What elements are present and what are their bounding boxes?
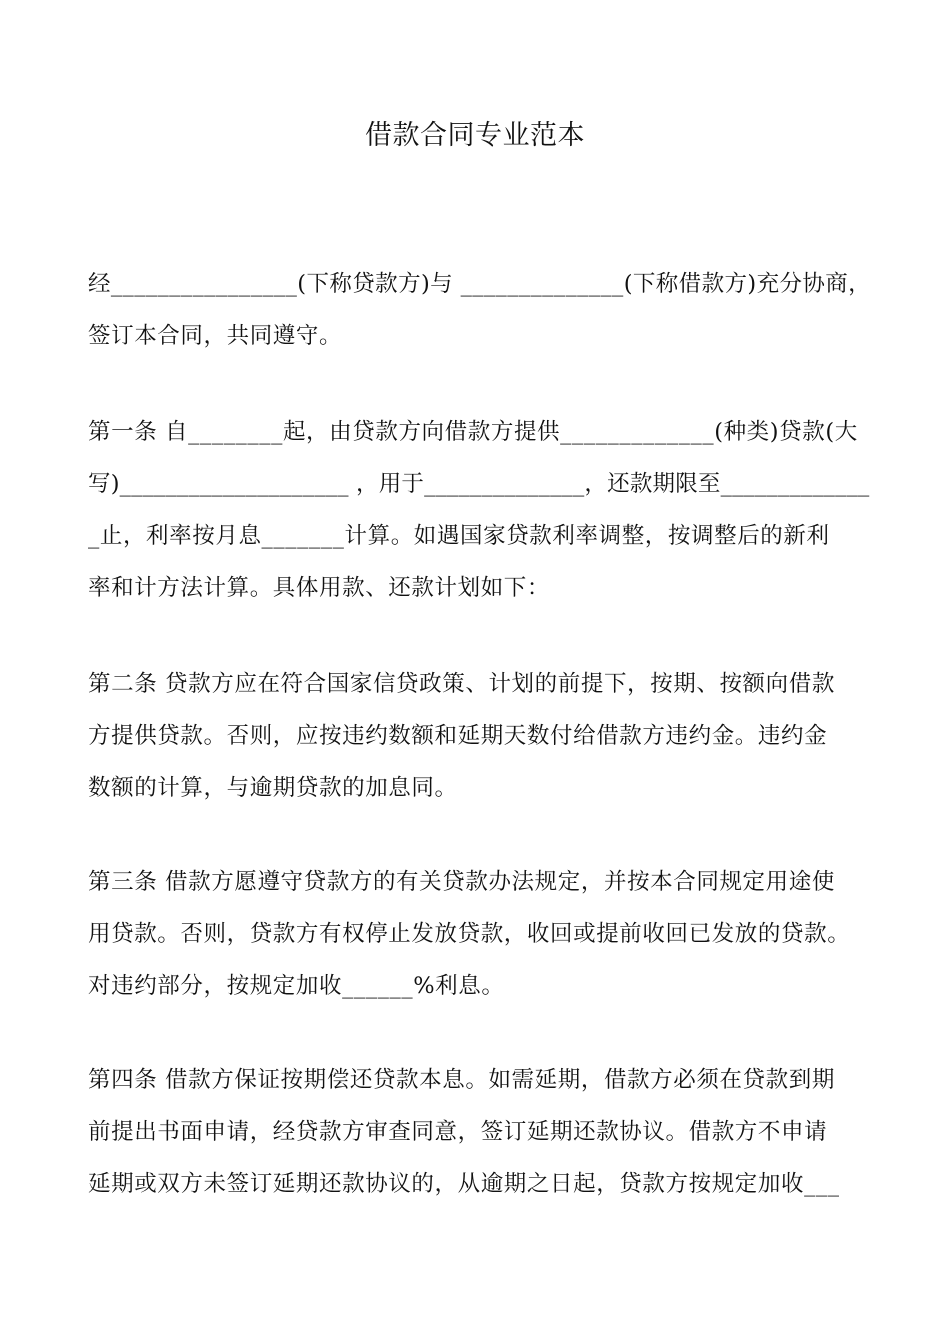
- paragraph-line: 签订本合同，共同遵守。: [88, 323, 343, 349]
- paragraph-line: 经________________(下称贷款方)与 ______________(下称借款方)充分协商，: [88, 271, 872, 297]
- article-1-paragraph: [88, 410, 878, 618]
- paragraph-line: 对违约部分，按规定加收______%利息。: [88, 973, 505, 999]
- paragraph-line: 写)____________________ ，用于______________，还款期限至_____________: [88, 471, 870, 497]
- paragraph-line: 第四条 借款方保证按期偿还贷款本息。如需延期，借款方必须在贷款到期: [88, 1067, 835, 1093]
- paragraph-line: _止，利率按月息_______计算。如遇国家贷款利率调整，按调整后的新利: [88, 523, 830, 549]
- paragraph-line: 前提出书面申请，经贷款方审查同意，签订延期还款协议。借款方不申请: [88, 1119, 828, 1145]
- article-3-paragraph: [88, 860, 878, 1016]
- article-2-paragraph: [88, 662, 878, 818]
- paragraph-line: 延期或双方未签订延期还款协议的，从逾期之日起，贷款方按规定加收___: [88, 1171, 840, 1197]
- paragraph-line: 第一条 自________起，由贷款方向借款方提供_____________(种类)贷款(大: [88, 419, 858, 445]
- article-4-paragraph: [88, 1058, 878, 1214]
- paragraph-line: 率和计方法计算。具体用款、还款计划如下：: [88, 575, 551, 601]
- paragraph-line: 数额的计算，与逾期贷款的加息同。: [88, 775, 458, 801]
- paragraph-line: 第二条 贷款方应在符合国家信贷政策、计划的前提下，按期、按额向借款: [88, 671, 835, 697]
- paragraph-line: 第三条 借款方愿遵守贷款方的有关贷款办法规定，并按本合同规定用途使: [88, 869, 835, 895]
- document-title: 借款合同专业范本: [365, 120, 585, 151]
- preamble-paragraph: [88, 262, 878, 366]
- paragraph-line: 用贷款。否则，贷款方有权停止发放贷款，收回或提前收回已发放的贷款。: [88, 921, 851, 947]
- paragraph-line: 方提供贷款。否则，应按违约数额和延期天数付给借款方违约金。违约金: [88, 723, 828, 749]
